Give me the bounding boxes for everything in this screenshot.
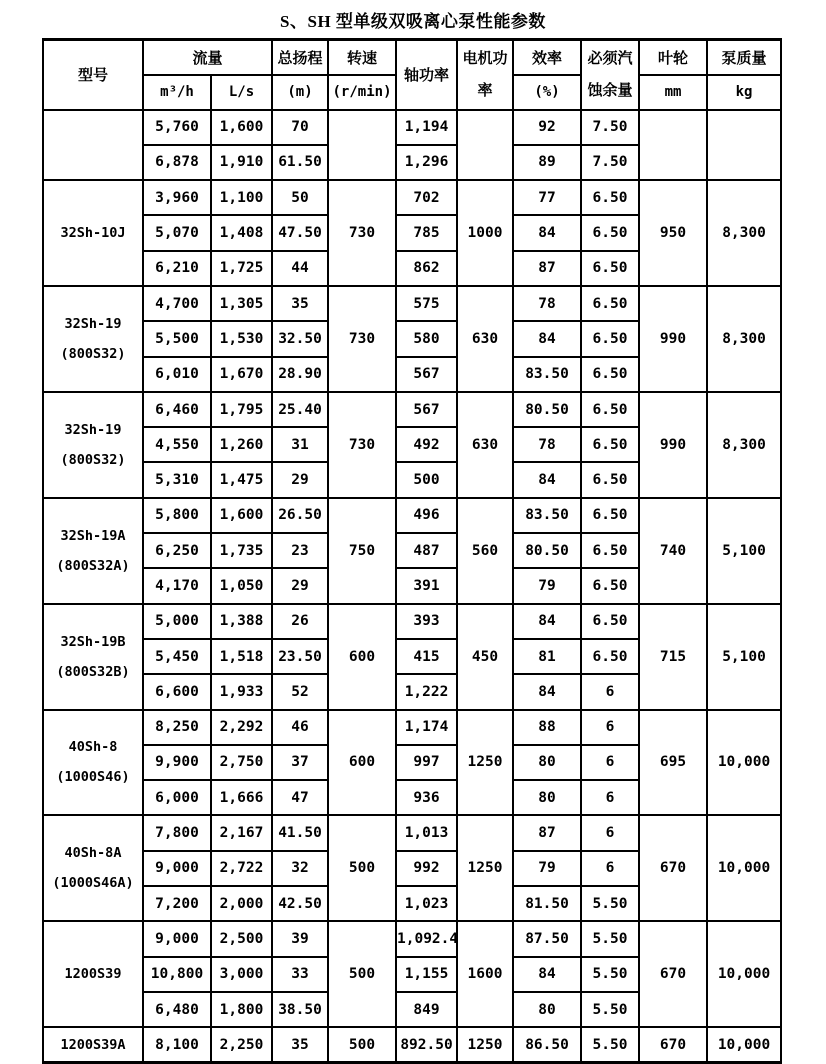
npsh-cell: 6 (581, 780, 639, 815)
flow-ls-cell: 1,735 (211, 533, 272, 568)
npsh-cell: 6.50 (581, 215, 639, 250)
total-head-cell: 38.50 (272, 992, 328, 1027)
flow-ls-cell: 2,750 (211, 745, 272, 780)
motor-power-cell: 630 (457, 286, 513, 392)
efficiency-cell: 80.50 (513, 392, 581, 427)
shaft-power-cell: 415 (396, 639, 457, 674)
model-cell: 1200S39A (43, 1027, 143, 1062)
flow-ls-cell: 1,670 (211, 357, 272, 392)
total-head-cell: 33 (272, 957, 328, 992)
model-cell: 1200S39 (43, 921, 143, 1027)
npsh-cell: 6 (581, 674, 639, 709)
total-head-cell: 32.50 (272, 321, 328, 356)
pump-mass-cell: 10,000 (707, 921, 781, 1027)
total-head-cell: 41.50 (272, 815, 328, 850)
efficiency-cell: 87 (513, 815, 581, 850)
npsh-cell: 6.50 (581, 498, 639, 533)
pump-mass-cell: 10,000 (707, 710, 781, 816)
flow-m3h-cell: 3,960 (143, 180, 211, 215)
efficiency-cell: 79 (513, 851, 581, 886)
efficiency-cell: 84 (513, 957, 581, 992)
shaft-power-cell: 1,194 (396, 110, 457, 145)
total-head-cell: 25.40 (272, 392, 328, 427)
header-flow-m3h-unit: m³/h (143, 75, 211, 110)
efficiency-cell: 80 (513, 780, 581, 815)
npsh-cell: 6.50 (581, 392, 639, 427)
pump-mass-cell: 8,300 (707, 392, 781, 498)
pump-performance-table (42, 38, 782, 1064)
pump-mass-cell: 5,100 (707, 604, 781, 710)
total-head-cell: 39 (272, 921, 328, 956)
flow-ls-cell: 1,910 (211, 145, 272, 180)
flow-m3h-cell: 4,170 (143, 568, 211, 603)
pump-mass-cell: 5,100 (707, 498, 781, 604)
efficiency-cell: 92 (513, 110, 581, 145)
pump-mass-cell: 8,300 (707, 286, 781, 392)
efficiency-cell: 80 (513, 745, 581, 780)
impeller-cell: 990 (639, 286, 707, 392)
flow-ls-cell: 1,260 (211, 427, 272, 462)
shaft-power-cell: 487 (396, 533, 457, 568)
pump-table-header (43, 40, 781, 110)
npsh-cell: 6.50 (581, 568, 639, 603)
shaft-power-cell: 567 (396, 392, 457, 427)
speed-cell: 500 (328, 1027, 396, 1062)
flow-ls-cell: 1,795 (211, 392, 272, 427)
shaft-power-cell: 862 (396, 251, 457, 286)
pump-row (43, 180, 781, 215)
npsh-cell: 6.50 (581, 357, 639, 392)
flow-m3h-cell: 6,210 (143, 251, 211, 286)
npsh-cell: 6.50 (581, 533, 639, 568)
shaft-power-cell: 785 (396, 215, 457, 250)
shaft-power-cell: 393 (396, 604, 457, 639)
npsh-cell: 5.50 (581, 992, 639, 1027)
shaft-power-cell: 567 (396, 357, 457, 392)
flow-m3h-cell: 5,500 (143, 321, 211, 356)
impeller-cell: 695 (639, 710, 707, 816)
npsh-cell: 5.50 (581, 886, 639, 921)
npsh-cell: 6 (581, 745, 639, 780)
pump-mass-cell (707, 110, 781, 181)
pump-row (43, 604, 781, 639)
shaft-power-cell: 936 (396, 780, 457, 815)
total-head-cell: 23 (272, 533, 328, 568)
flow-ls-cell: 1,408 (211, 215, 272, 250)
shaft-power-cell: 1,023 (396, 886, 457, 921)
flow-ls-cell: 1,475 (211, 462, 272, 497)
header-pump-mass: 泵质量 (707, 40, 781, 75)
npsh-cell: 6.50 (581, 427, 639, 462)
motor-power-cell: 1250 (457, 710, 513, 816)
npsh-cell: 6.50 (581, 462, 639, 497)
flow-m3h-cell: 6,010 (143, 357, 211, 392)
model-cell: 40Sh-8A (1000S46A) (43, 815, 143, 921)
pump-mass-cell: 8,300 (707, 180, 781, 286)
flow-ls-cell: 1,388 (211, 604, 272, 639)
total-head-cell: 61.50 (272, 145, 328, 180)
header-flow: 流量 (143, 40, 272, 75)
flow-m3h-cell: 8,250 (143, 710, 211, 745)
speed-cell: 500 (328, 815, 396, 921)
flow-ls-cell: 2,292 (211, 710, 272, 745)
impeller-cell: 950 (639, 180, 707, 286)
efficiency-cell: 83.50 (513, 498, 581, 533)
npsh-cell: 6.50 (581, 180, 639, 215)
npsh-cell: 6 (581, 710, 639, 745)
motor-power-cell (457, 110, 513, 181)
motor-power-cell: 1000 (457, 180, 513, 286)
total-head-cell: 46 (272, 710, 328, 745)
impeller-cell (639, 110, 707, 181)
flow-ls-cell: 2,250 (211, 1027, 272, 1062)
flow-ls-cell: 2,500 (211, 921, 272, 956)
efficiency-cell: 87 (513, 251, 581, 286)
header-shaft-power: 轴功率 (396, 40, 457, 110)
speed-cell: 600 (328, 604, 396, 710)
flow-m3h-cell: 10,800 (143, 957, 211, 992)
shaft-power-cell: 391 (396, 568, 457, 603)
speed-cell: 730 (328, 392, 396, 498)
pump-row (43, 392, 781, 427)
npsh-cell: 7.50 (581, 145, 639, 180)
model-cell: 40Sh-8 (1000S46) (43, 710, 143, 816)
shaft-power-cell: 892.50 (396, 1027, 457, 1062)
speed-cell: 730 (328, 286, 396, 392)
flow-ls-cell: 2,000 (211, 886, 272, 921)
flow-m3h-cell: 5,450 (143, 639, 211, 674)
flow-ls-cell: 1,800 (211, 992, 272, 1027)
efficiency-cell: 77 (513, 180, 581, 215)
total-head-cell: 26 (272, 604, 328, 639)
total-head-cell: 31 (272, 427, 328, 462)
shaft-power-cell: 492 (396, 427, 457, 462)
flow-m3h-cell: 6,878 (143, 145, 211, 180)
efficiency-cell: 84 (513, 462, 581, 497)
header-efficiency: 效率 (513, 40, 581, 75)
flow-m3h-cell: 9,900 (143, 745, 211, 780)
impeller-cell: 740 (639, 498, 707, 604)
pump-row (43, 286, 781, 321)
motor-power-cell: 560 (457, 498, 513, 604)
shaft-power-cell: 702 (396, 180, 457, 215)
pump-row (43, 921, 781, 956)
impeller-cell: 670 (639, 1027, 707, 1062)
efficiency-cell: 80 (513, 992, 581, 1027)
flow-m3h-cell: 6,480 (143, 992, 211, 1027)
flow-ls-cell: 1,530 (211, 321, 272, 356)
shaft-power-cell: 575 (396, 286, 457, 321)
header-npsh: 必须汽蚀余量 (581, 40, 639, 110)
efficiency-cell: 78 (513, 427, 581, 462)
flow-ls-cell: 1,305 (211, 286, 272, 321)
shaft-power-cell: 496 (396, 498, 457, 533)
efficiency-cell: 78 (513, 286, 581, 321)
flow-m3h-cell: 8,100 (143, 1027, 211, 1062)
motor-power-cell: 1250 (457, 815, 513, 921)
total-head-cell: 23.50 (272, 639, 328, 674)
flow-m3h-cell: 9,000 (143, 921, 211, 956)
motor-power-cell: 1600 (457, 921, 513, 1027)
total-head-cell: 29 (272, 568, 328, 603)
npsh-cell: 6 (581, 815, 639, 850)
impeller-cell: 715 (639, 604, 707, 710)
flow-ls-cell: 1,666 (211, 780, 272, 815)
efficiency-cell: 81.50 (513, 886, 581, 921)
efficiency-cell: 84 (513, 321, 581, 356)
flow-m3h-cell: 6,000 (143, 780, 211, 815)
pump-row (43, 1027, 781, 1062)
impeller-cell: 670 (639, 815, 707, 921)
total-head-cell: 44 (272, 251, 328, 286)
header-row-1 (43, 40, 781, 75)
flow-m3h-cell: 4,700 (143, 286, 211, 321)
efficiency-cell: 83.50 (513, 357, 581, 392)
pump-mass-cell: 10,000 (707, 1027, 781, 1062)
efficiency-cell: 81 (513, 639, 581, 674)
flow-ls-cell: 1,050 (211, 568, 272, 603)
flow-m3h-cell: 5,000 (143, 604, 211, 639)
efficiency-cell: 79 (513, 568, 581, 603)
model-cell (43, 110, 143, 181)
total-head-cell: 29 (272, 462, 328, 497)
flow-m3h-cell: 9,000 (143, 851, 211, 886)
model-cell: 32Sh-19B (800S32B) (43, 604, 143, 710)
flow-m3h-cell: 4,550 (143, 427, 211, 462)
npsh-cell: 6 (581, 851, 639, 886)
flow-ls-cell: 1,518 (211, 639, 272, 674)
shaft-power-cell: 1,296 (396, 145, 457, 180)
flow-ls-cell: 2,167 (211, 815, 272, 850)
pump-row (43, 815, 781, 850)
flow-m3h-cell: 5,070 (143, 215, 211, 250)
motor-power-cell: 1250 (457, 1027, 513, 1062)
total-head-cell: 42.50 (272, 886, 328, 921)
header-efficiency-unit: (%) (513, 75, 581, 110)
shaft-power-cell: 500 (396, 462, 457, 497)
header-pump-mass-unit: kg (707, 75, 781, 110)
flow-m3h-cell: 6,460 (143, 392, 211, 427)
header-motor-power: 电机功率 (457, 40, 513, 110)
efficiency-cell: 80.50 (513, 533, 581, 568)
flow-m3h-cell: 5,760 (143, 110, 211, 145)
flow-ls-cell: 1,933 (211, 674, 272, 709)
total-head-cell: 32 (272, 851, 328, 886)
efficiency-cell: 87.50 (513, 921, 581, 956)
flow-ls-cell: 1,600 (211, 498, 272, 533)
header-speed: 转速 (328, 40, 396, 75)
total-head-cell: 47.50 (272, 215, 328, 250)
efficiency-cell: 88 (513, 710, 581, 745)
flow-m3h-cell: 6,600 (143, 674, 211, 709)
header-impeller: 叶轮 (639, 40, 707, 75)
speed-cell: 750 (328, 498, 396, 604)
speed-cell (328, 110, 396, 181)
total-head-cell: 47 (272, 780, 328, 815)
header-impeller-unit: mm (639, 75, 707, 110)
total-head-cell: 52 (272, 674, 328, 709)
model-cell: 32Sh-10J (43, 180, 143, 286)
pump-row (43, 498, 781, 533)
efficiency-cell: 86.50 (513, 1027, 581, 1062)
npsh-cell: 6.50 (581, 321, 639, 356)
flow-ls-cell: 1,100 (211, 180, 272, 215)
shaft-power-cell: 997 (396, 745, 457, 780)
flow-m3h-cell: 5,310 (143, 462, 211, 497)
pump-table-body (43, 110, 781, 1063)
total-head-cell: 37 (272, 745, 328, 780)
efficiency-cell: 84 (513, 604, 581, 639)
npsh-cell: 6.50 (581, 604, 639, 639)
model-cell: 32Sh-19 (800S32) (43, 286, 143, 392)
impeller-cell: 990 (639, 392, 707, 498)
npsh-cell: 5.50 (581, 921, 639, 956)
shaft-power-cell: 1,222 (396, 674, 457, 709)
shaft-power-cell: 1,174 (396, 710, 457, 745)
shaft-power-cell: 580 (396, 321, 457, 356)
efficiency-cell: 84 (513, 674, 581, 709)
impeller-cell: 670 (639, 921, 707, 1027)
total-head-cell: 26.50 (272, 498, 328, 533)
header-total-head-unit: (m) (272, 75, 328, 110)
flow-m3h-cell: 6,250 (143, 533, 211, 568)
header-flow-ls-unit: L/s (211, 75, 272, 110)
total-head-cell: 70 (272, 110, 328, 145)
flow-ls-cell: 1,725 (211, 251, 272, 286)
npsh-cell: 6.50 (581, 286, 639, 321)
npsh-cell: 6.50 (581, 251, 639, 286)
pump-row (43, 110, 781, 145)
flow-ls-cell: 2,722 (211, 851, 272, 886)
speed-cell: 730 (328, 180, 396, 286)
npsh-cell: 6.50 (581, 639, 639, 674)
total-head-cell: 28.90 (272, 357, 328, 392)
header-model: 型号 (43, 40, 143, 110)
npsh-cell: 7.50 (581, 110, 639, 145)
total-head-cell: 35 (272, 286, 328, 321)
npsh-cell: 5.50 (581, 957, 639, 992)
flow-ls-cell: 3,000 (211, 957, 272, 992)
total-head-cell: 35 (272, 1027, 328, 1062)
efficiency-cell: 89 (513, 145, 581, 180)
model-cell: 32Sh-19A (800S32A) (43, 498, 143, 604)
header-total-head: 总扬程 (272, 40, 328, 75)
shaft-power-cell: 1,155 (396, 957, 457, 992)
motor-power-cell: 450 (457, 604, 513, 710)
motor-power-cell: 630 (457, 392, 513, 498)
npsh-cell: 5.50 (581, 1027, 639, 1062)
shaft-power-cell: 1,013 (396, 815, 457, 850)
flow-ls-cell: 1,600 (211, 110, 272, 145)
flow-m3h-cell: 7,200 (143, 886, 211, 921)
pump-row (43, 710, 781, 745)
header-speed-unit: (r/min) (328, 75, 396, 110)
shaft-power-cell: 1,092.4 (396, 921, 457, 956)
flow-m3h-cell: 5,800 (143, 498, 211, 533)
model-cell: 32Sh-19 (800S32) (43, 392, 143, 498)
speed-cell: 500 (328, 921, 396, 1027)
flow-m3h-cell: 7,800 (143, 815, 211, 850)
shaft-power-cell: 992 (396, 851, 457, 886)
speed-cell: 600 (328, 710, 396, 816)
page-title: S、SH 型单级双吸离心泵性能参数 (280, 12, 546, 31)
shaft-power-cell: 849 (396, 992, 457, 1027)
total-head-cell: 50 (272, 180, 328, 215)
efficiency-cell: 84 (513, 215, 581, 250)
pump-mass-cell: 10,000 (707, 815, 781, 921)
